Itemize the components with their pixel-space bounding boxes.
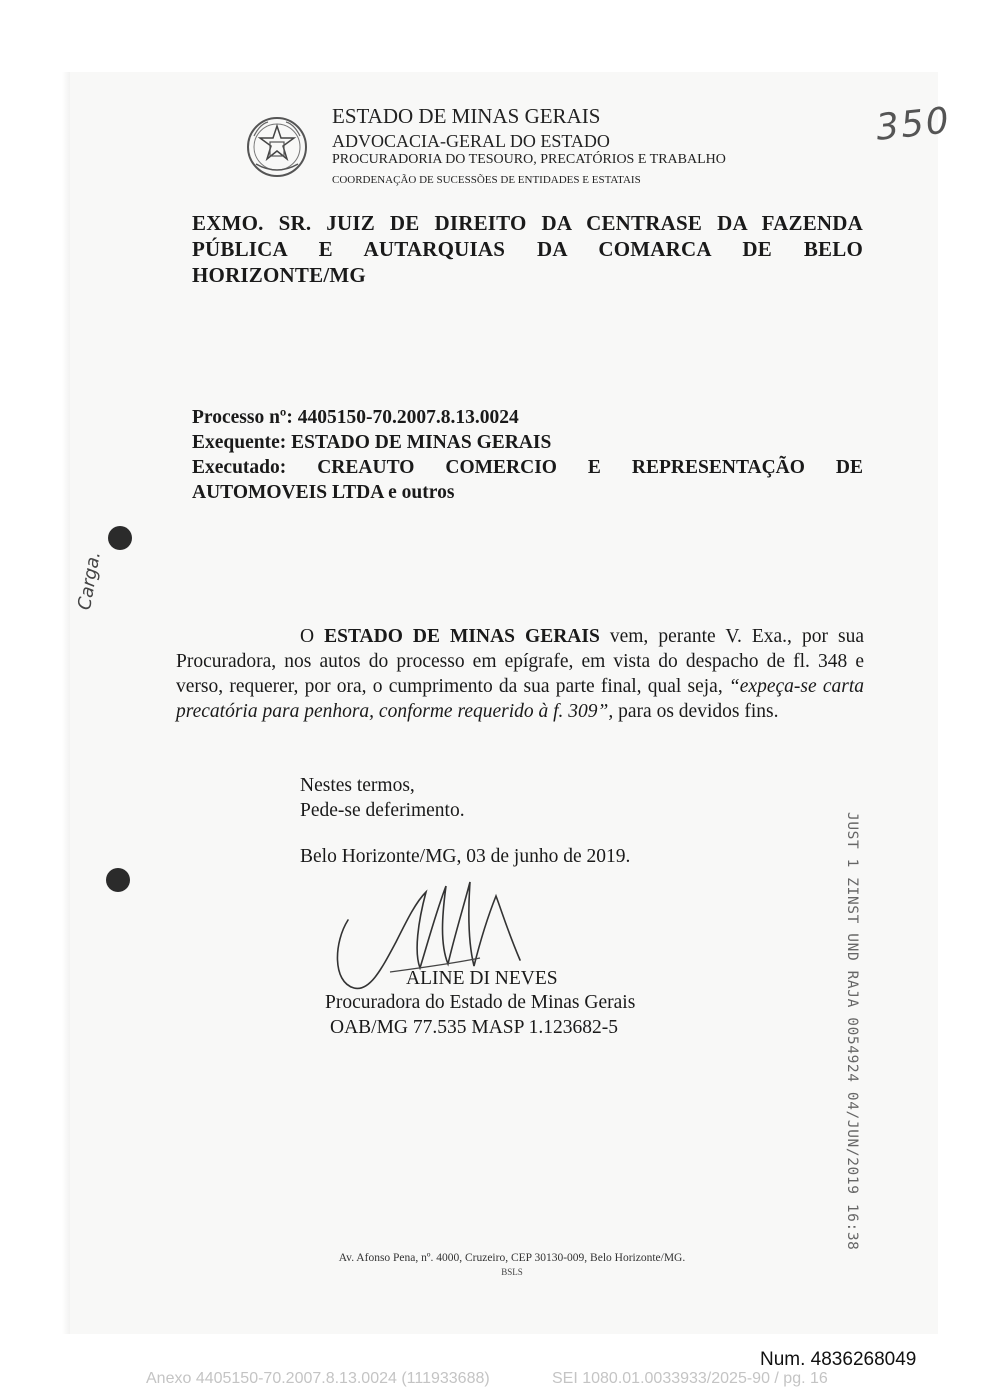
addressee-block: [192, 210, 863, 288]
body-prefix: O: [300, 626, 325, 647]
footer-address: Av. Afonso Pena, nº. 4000, Cruzeiro, CEP 30130-009, Belo Horizonte/MG.: [338, 1252, 686, 1264]
document-number: Num. 4836268049: [760, 1349, 917, 1370]
letterhead-agency: ADVOCACIA-GERAL DO ESTADO: [332, 131, 610, 151]
letterhead-state: ESTADO DE MINAS GERAIS: [332, 104, 601, 128]
addressee-line-3: HORIZONTE/MG: [192, 263, 366, 287]
case-details: [192, 405, 863, 505]
case-debtor-line-2: AUTOMOVEIS LTDA e outros: [192, 482, 455, 503]
margin-handwritten-note: Carga.: [74, 549, 105, 612]
state-coat-of-arms-icon: [246, 114, 308, 180]
letterhead-coordination: COORDENAÇÃO DE SUCESSÕES DE ENTIDADES E ESTATAIS: [332, 174, 641, 186]
sei-reference: SEI 1080.01.0033933/2025-90 / pg. 16: [552, 1370, 828, 1387]
footer-initials: BSLS: [501, 1267, 523, 1277]
punch-hole: [108, 526, 132, 550]
closing-request: Pede-se deferimento.: [300, 800, 465, 821]
signer-role: Procuradora do Estado de Minas Gerais: [325, 992, 636, 1013]
handwritten-page-number: 350: [874, 100, 953, 149]
body-suffix: para os devidos fins.: [613, 701, 779, 722]
signer-name: ALINE DI NEVES: [406, 968, 558, 989]
case-number: Processo nº: 4405150-70.2007.8.13.0024: [192, 407, 519, 428]
body-text: vem, perante V. Exa., por sua Procuradora, nos autos do processo em epígrafe, em vista do despacho de fl. 348 e verso, requerer, por ora, o cumprimento da sua parte final, qual seja,: [176, 626, 864, 697]
body-quote: “expeça-se carta precatória para penhora, conforme requerido à f. 309”,: [176, 676, 864, 722]
body-party: ESTADO DE MINAS GERAIS: [324, 626, 600, 647]
punch-hole: [106, 868, 130, 892]
case-creditor: Exequente: ESTADO DE MINAS GERAIS: [192, 432, 552, 453]
annex-reference: Anexo 4405150-70.2007.8.13.0024 (111933688): [146, 1370, 490, 1387]
letterhead-department: PROCURADORIA DO TESOURO, PRECATÓRIOS E TRABALHO: [332, 152, 726, 167]
case-debtor-line-1: Executado: CREAUTO COMERCIO E REPRESENTAÇÃO DE: [192, 457, 863, 478]
signer-registration: OAB/MG 77.535 MASP 1.123682-5: [330, 1017, 619, 1038]
receipt-stamp: JUST 1 ZINST UND RAJA 0054924 04/JUN/2019 16:38: [844, 812, 860, 1251]
addressee-line-1: EXMO. SR. JUIZ DE DIREITO DA CENTRASE DA FAZENDA: [192, 211, 863, 235]
document-date: Belo Horizonte/MG, 03 de junho de 2019.: [300, 846, 631, 867]
closing-terms: Nestes termos,: [300, 775, 415, 796]
petition-body: [176, 624, 864, 724]
addressee-line-2: PÚBLICA E AUTARQUIAS DA COMARCA DE BELO: [192, 237, 863, 261]
